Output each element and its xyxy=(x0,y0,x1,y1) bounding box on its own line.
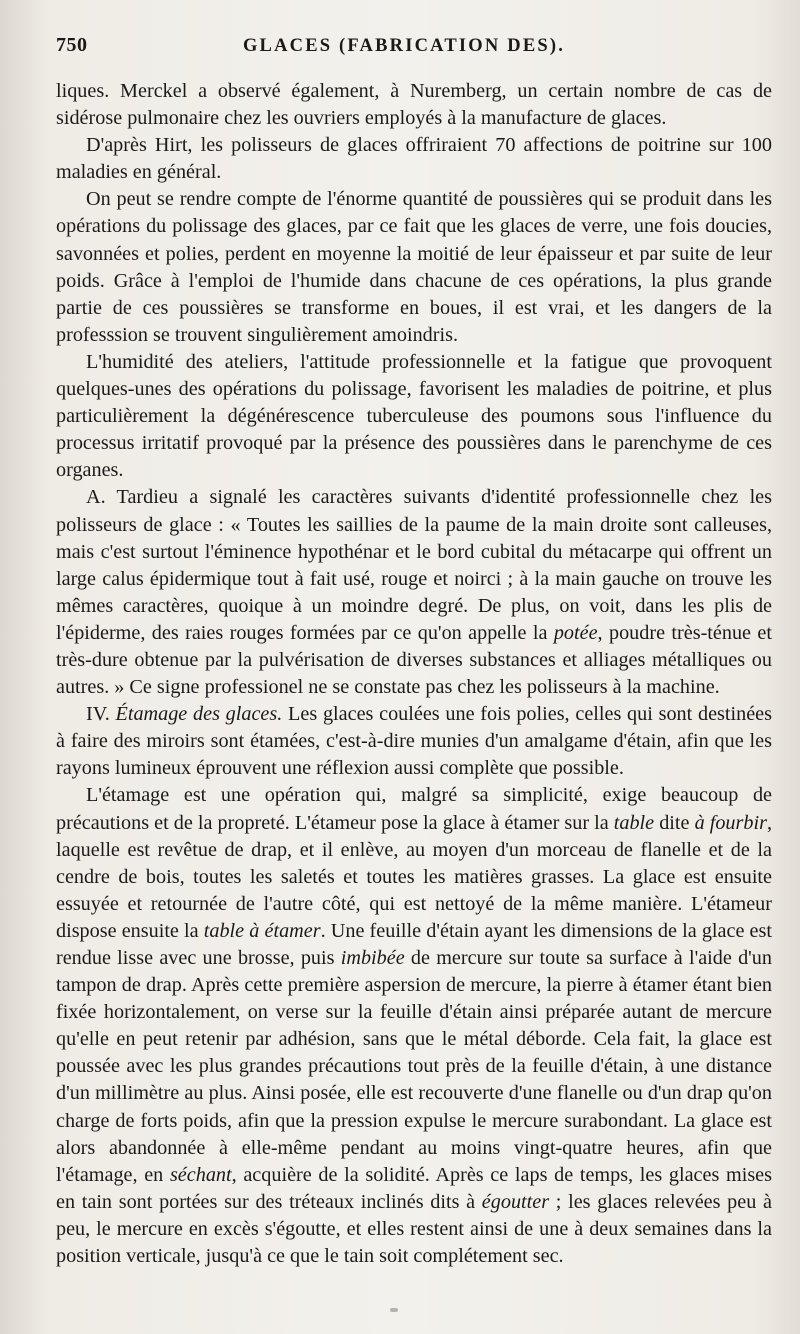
text-run: L'humidité des ateliers, l'attitude professionnelle et la fatigue que provoquent quelques-unes des opérations du polissage, favorisent les maladies de poitrine, et plus particulièrement la dégénérescence tuberculeuse des poumons sous l'influence du processus irritatif provoqué par la présence des poussières dans le parenchyme de ces organes. xyxy=(56,350,772,482)
paragraph xyxy=(56,186,772,349)
italic-text: table à étamer xyxy=(203,919,321,942)
text-run: de mercure sur toute sa surface à l'aide d'un tampon de drap. Après cette première aspersion de mercure, la pierre à étamer étant bien fixée horizontalement, on verse sur la feuille d'étain ainsi préparée autant de mercure qu'elle en peut retenir par adhésion, sans que le métal déborde. Cela fait, la glace est poussée avec les plus grandes précautions tout près de la feuille d'étain, à une distance d'un millimètre au plus. Ainsi posée, elle est recouverte d'une flanelle ou d'un drap qu'on charge de forts poids, afin que la pression expulse le mercure surabondant. La glace est alors abandonnée à elle-même pendant au moins vingt-quatre heures, afin que l'étamage, en xyxy=(56,947,772,1186)
body-text xyxy=(56,78,772,1270)
page-number: 750 xyxy=(56,34,88,56)
text-run: ; les glaces relevées peu à peu, le mercure en excès s'égoutte, et elles restent ainsi de une à deux semaines dans la position verticale, jusqu'à ce que le tain soit complétement sec. xyxy=(56,1190,772,1268)
text-run: . Une feuille d'étain ayant les dimensions de la glace est rendue lisse avec une brosse, puis xyxy=(56,919,772,969)
text-run: A. Tardieu a signalé les caractères suivants d'identité professionnelle chez les polisseurs de glace : « Toutes les saillies de la paume de la main droite sont calleuses, mais c'est surtout l'éminence hypothénar et le bord cubital du métacarpe qui offrent un large calus épidermique tout à fait usé, rouge et noirci ; à la main gauche on trouve les mêmes caractères, quoique à un moindre degré. De plus, on voit, dans les plis de l'épiderme, des raies rouges formées par ce qu'on appelle la xyxy=(56,486,772,644)
italic-text: égoutter xyxy=(481,1190,550,1213)
text-run: , poudre très-ténue et très-dure obtenue par la pulvérisation de diverses substances et alliages métalliques ou autres. » Ce signe professionel ne se constate pas chez les polisseurs à la machine. xyxy=(56,621,772,699)
italic-text: séchant xyxy=(169,1163,232,1186)
paragraph xyxy=(56,132,772,186)
text-run: D'après Hirt, les polisseurs de glaces offriraient 70 affections de poitrine sur 100 maladies en général. xyxy=(56,134,772,184)
text-run: , acquière de la solidité. Après ce laps de temps, les glaces mises en tain sont portées sur des tréteaux inclinés dits à xyxy=(56,1163,772,1213)
italic-text: potée xyxy=(553,621,598,644)
italic-text: Étamage des glaces. xyxy=(115,703,283,726)
text-run: liques. Merckel a observé également, à Nuremberg, un certain nombre de cas de sidérose pulmonaire chez les ouvriers employés à la manufacture de glaces. xyxy=(56,80,772,130)
ink-smudge xyxy=(390,1308,398,1312)
text-run: IV. xyxy=(86,703,116,726)
text-run: L'étamage est une opération qui, malgré sa simplicité, exige beaucoup de précautions et de la propreté. L'étameur pose la glace à étamer sur la xyxy=(56,784,772,834)
text-run: , laquelle est revêtue de drap, et il enlève, au moyen d'un morceau de flanelle et de la cendre de bois, toutes les saletés et toutes les matières grasses. La glace est ensuite essuyée et retournée de l'autre côté, qui est nettoyé de la même manière. L'étameur dispose ensuite la xyxy=(56,811,772,942)
paragraph xyxy=(56,78,772,132)
paragraph xyxy=(56,484,772,701)
italic-text: table xyxy=(613,811,655,834)
paragraph xyxy=(56,701,772,782)
text-run: dite xyxy=(654,811,695,834)
italic-text: imbibée xyxy=(340,947,405,969)
running-title: GLACES (FABRICATION DES). xyxy=(242,36,566,56)
paragraph xyxy=(56,349,772,484)
text-run: On peut se rendre compte de l'énorme quantité de poussières qui se produit dans les opérations du polissage des glaces, par ce fait que les glaces de verre, une fois doucies, savonnées et polies, perdent en moyenne la moitié de leur épaisseur et par suite de leur poids. Grâce à l'emploi de l'humide dans chacune de ces opérations, la plus grande partie de ces poussières se transforme en boues, il est vrai, et les dangers de la professsion se trouvent singulièrement amoindris. xyxy=(56,188,772,346)
text-run: Les glaces coulées une fois polies, celles qui sont destinées à faire des miroirs sont étamées, c'est-à-dire munies d'un amalgame d'étain, afin que les rayons lumineux éprouvent une réflexion aussi complète que possible. xyxy=(56,703,773,780)
paragraph xyxy=(56,782,772,1270)
italic-text: à fourbir xyxy=(694,811,767,834)
page-header xyxy=(56,34,772,72)
